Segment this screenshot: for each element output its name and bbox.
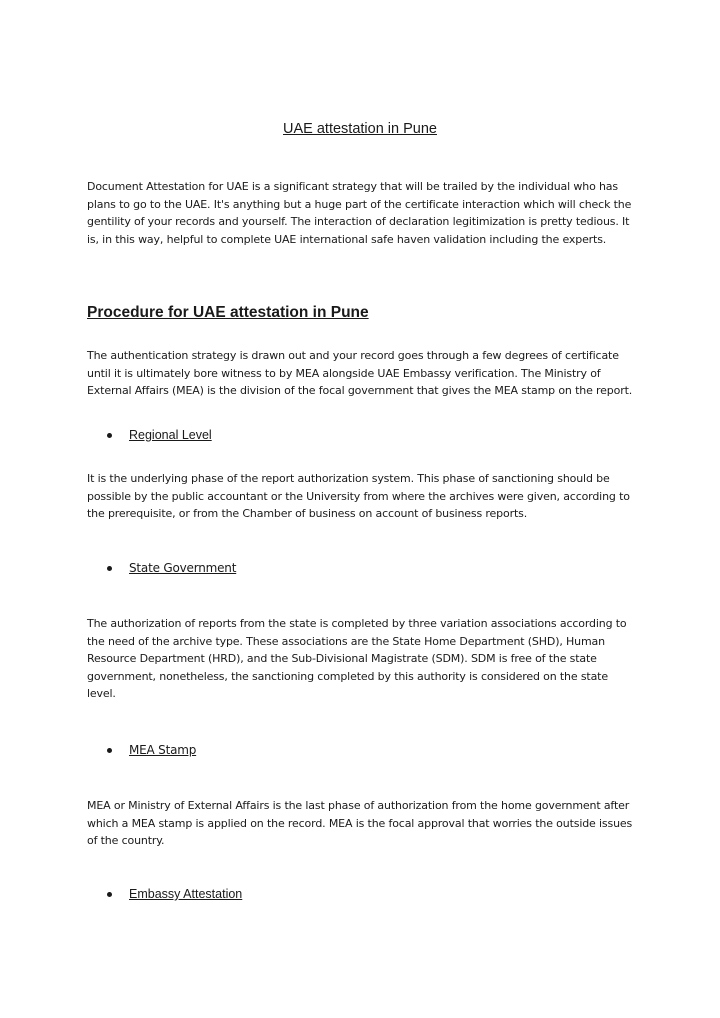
bullet-mea-stamp bbox=[107, 743, 196, 757]
intro-paragraph: Document Attestation for UAE is a significant strategy that will be trailed by the individual who has plans to go to the UAE. It's anything but a huge part of the certificate interaction which will check the gentility of your records and yourself. The interaction of declaration legitimization is pretty tedious. It is, in this way, helpful to complete UAE international safe haven validation including the experts. bbox=[87, 180, 632, 246]
bullet-icon bbox=[107, 566, 112, 571]
bullet-state-government bbox=[107, 561, 236, 575]
bullet-label: State Government bbox=[129, 561, 237, 575]
regional-level-paragraph: It is the underlying phase of the report authorization system. This phase of sanctioning should be possible by the public accountant or the University from where the archives were given, according to the prerequisite, or from the Chamber of business on account of business reports. bbox=[87, 472, 630, 521]
procedure-heading: Procedure for UAE attestation in Pune bbox=[87, 304, 369, 321]
procedure-paragraph: The authentication strategy is drawn out and your record goes through a few degrees of certificate until it is ultimately bore witness to by MEA alongside UAE Embassy verification. The Ministry of External Affairs (MEA) is the division of the focal government that gives the MEA stamp on the report. bbox=[87, 349, 633, 398]
document-title: UAE attestation in Pune bbox=[283, 121, 437, 137]
mea-stamp-paragraph: MEA or Ministry of External Affairs is the last phase of authorization from the home government after which a MEA stamp is applied on the record. MEA is the focal approval that worries the outside issues of the country. bbox=[87, 799, 633, 848]
bullet-embassy-attestation bbox=[107, 887, 242, 901]
bullet-icon bbox=[107, 892, 112, 897]
bullet-icon bbox=[107, 748, 112, 753]
bullet-regional-level bbox=[107, 428, 212, 442]
bullet-label: Embassy Attestation bbox=[129, 887, 243, 901]
bullet-label: Regional Level bbox=[129, 428, 212, 442]
bullet-label: MEA Stamp bbox=[129, 743, 197, 757]
state-government-paragraph: The authorization of reports from the state is completed by three variation associations according to the need of the archive type. These associations are the State Home Department (SHD), Human Resource Department (HRD), and the Sub-Divisional Magistrate (SDM). SDM is free of the state government, nonetheless, the sanctioning completed by this authority is considered on the state level. bbox=[87, 617, 627, 701]
bullet-icon bbox=[107, 433, 112, 438]
